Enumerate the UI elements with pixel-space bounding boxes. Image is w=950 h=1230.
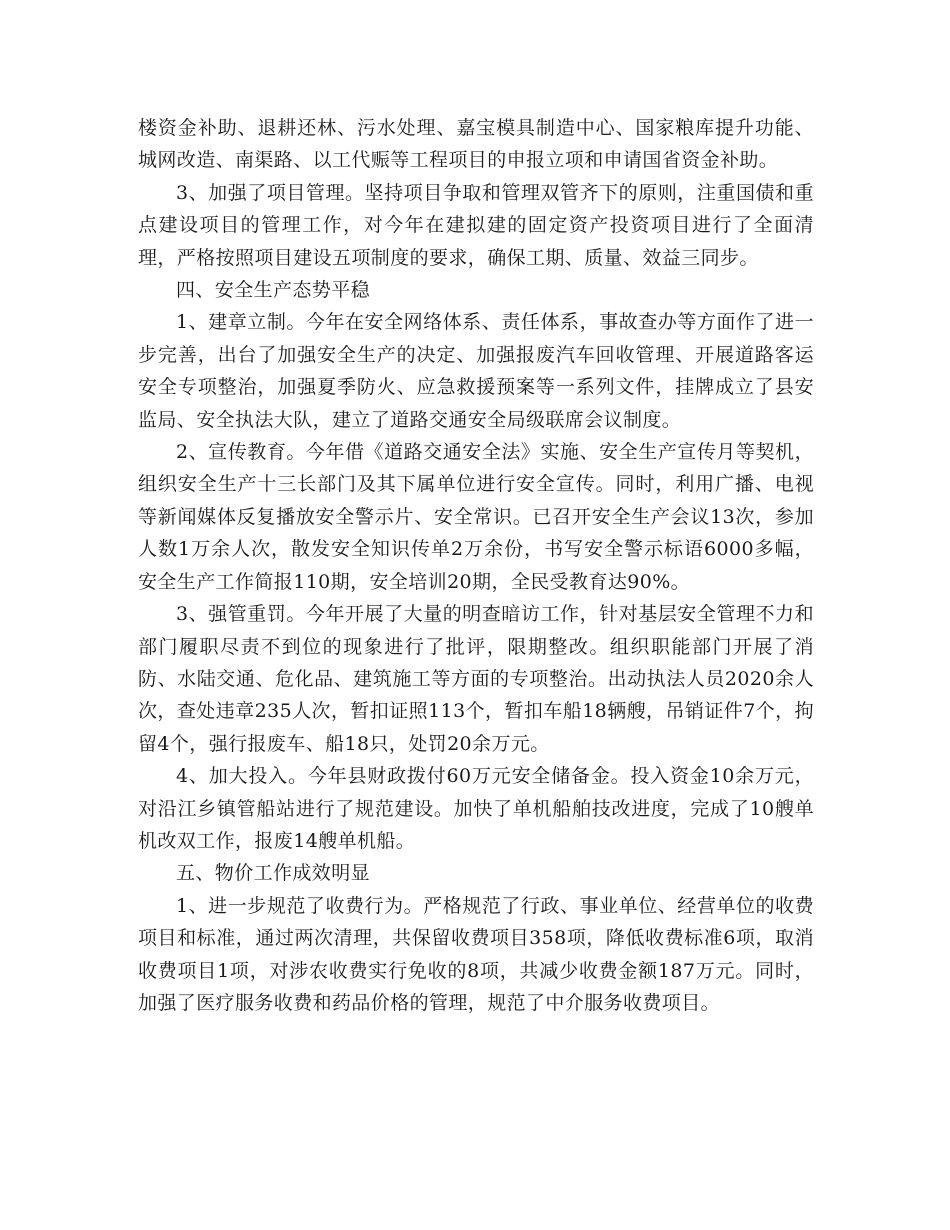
paragraph-publicity-education: 2、宣传教育。今年借《道路交通安全法》实施、安全生产宣传月等契机，组织安全生产十三长部门及其下属单位进行安全宣传。同时，利用广播、电视等新闻媒体反复播放安全警示片、安全常识。已召开安全生产会议13次，参加人数1万余人次，散发安全知识传单2万余份，书写安全警示标语6000多幅，安全生产工作简报110期，安全培训20期，全民受教育达90%。: [138, 441, 814, 593]
document-body: [138, 112, 814, 1019]
section-heading-pricing: 五、物价工作成效明显: [176, 862, 371, 885]
paragraph-fee-regulation: 1、进一步规范了收费行为。严格规范了行政、事业单位、经营单位的收费项目和标准，通过两次清理，共保留收费项目358项，降低收费标准6项，取消收费项目1项，对涉农收费实行免收的8项，共减少收费金额187万元。同时，加强了医疗服务收费和药品价格的管理，规范了中介服务收费项目。: [138, 894, 814, 1014]
paragraph-strict-penalties: 3、强管重罚。今年开展了大量的明查暗访工作，针对基层安全管理不力和部门履职尽责不到位的现象进行了批评，限期整改。组织职能部门开展了消防、水陆交通、危化品、建筑施工等方面的专项整治。出动执法人员2020余人次，查处违章235人次，暂扣证照113个，暂扣车船18辆艘，吊销证件7个，拘留4个，强行报废车、船18只，处罚20余万元。: [138, 603, 814, 755]
paragraph-continuation: 楼资金补助、退耕还林、污水处理、嘉宝模具制造中心、国家粮库提升功能、城网改造、南渠路、以工代赈等工程项目的申报立项和申请国省资金补助。: [138, 117, 814, 172]
paragraph-project-management: 3、加强了项目管理。坚持项目争取和管理双管齐下的原则，注重国债和重点建设项目的管理工作，对今年在建拟建的固定资产投资项目进行了全面清理，严格按照项目建设五项制度的要求，确保工期、质量、效益三同步。: [138, 181, 814, 269]
paragraph-increased-investment: 4、加大投入。今年县财政拨付60万元安全储备金。投入资金10余万元，对沿江乡镇管船站进行了规范建设。加快了单机船舶技改进度，完成了10艘单机改双工作，报废14艘单机船。: [138, 765, 814, 852]
paragraph-regulations: 1、建章立制。今年在安全网络体系、责任体系，事故查办等方面作了进一步完善，出台了加强安全生产的决定、加强报废汽车回收管理、开展道路客运安全专项整治，加强夏季防火、应急救援预案等一系列文件，挂牌成立了县安监局、安全执法大队，建立了道路交通安全局级联席会议制度。: [138, 311, 814, 431]
section-heading-safety: 四、安全生产态势平稳: [176, 279, 371, 302]
